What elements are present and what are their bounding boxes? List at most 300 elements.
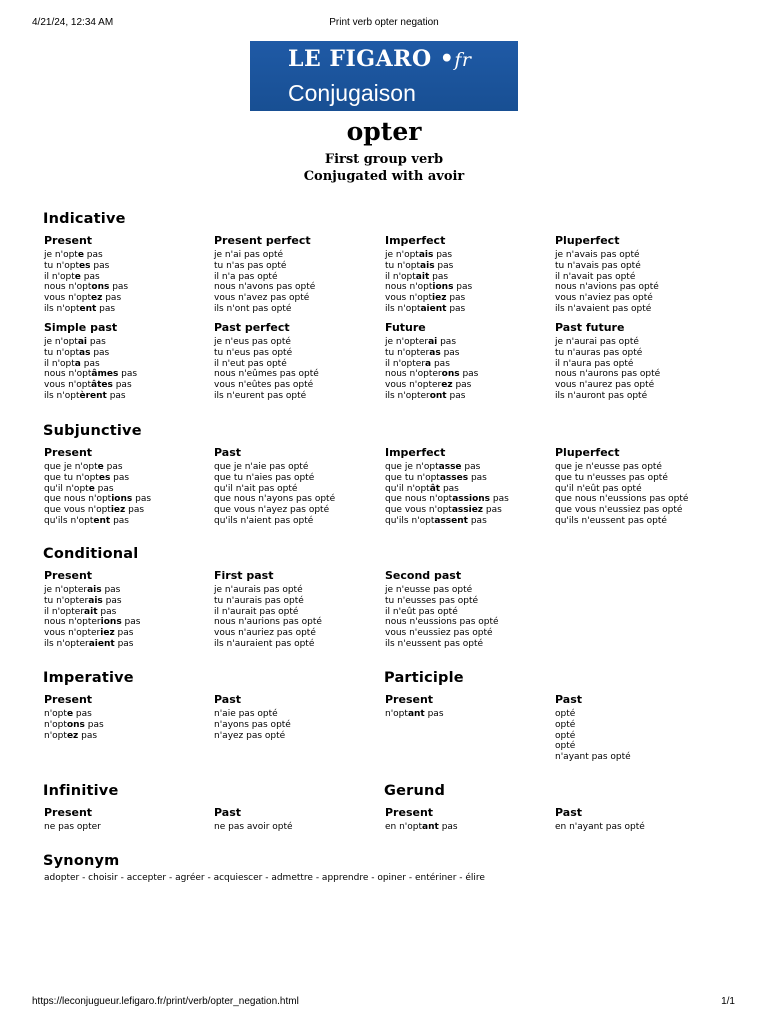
conjugation-text: n'ayons pas opté: [214, 719, 291, 730]
conjugation-line: [214, 337, 382, 348]
conjugation-text: ils n'opter: [44, 638, 89, 649]
conjugation-line: [214, 720, 382, 731]
tense-label: Past: [555, 806, 582, 819]
conjugation-text: pas: [438, 822, 458, 832]
conjugation-line: [44, 462, 212, 473]
conjugation-text: pas: [118, 369, 138, 380]
conjugation-line: [44, 731, 212, 742]
conjugation-line: [44, 709, 212, 720]
conjugation-ending: assions: [452, 494, 491, 505]
conjugation-ending: ant: [422, 822, 439, 832]
conjugation-ending: a: [74, 358, 81, 369]
conjugation-text: pas: [121, 617, 141, 628]
tense-subjunctive-past: [214, 446, 382, 527]
section-gerund: Gerund: [384, 783, 446, 799]
tense-label: Present: [385, 693, 434, 706]
conjugation-line: [44, 337, 212, 348]
conjugation-text: vous n'avez pas opté: [214, 293, 310, 304]
conjugation-text: tu n'opt: [44, 260, 80, 271]
conjugation-text: que je n'aie pas opté: [214, 462, 309, 472]
conjugation-line: [44, 720, 212, 731]
conjugation-text: il n'opt: [44, 271, 75, 282]
conjugation-text: ils n'auraient pas opté: [214, 638, 315, 649]
conjugation-text: ils n'opter: [385, 390, 430, 401]
conjugation-line: [555, 484, 723, 495]
conjugation-line: [555, 731, 723, 742]
tense-gerund-past: [555, 806, 723, 833]
logo-brand: LE FIGARO •fr: [288, 46, 472, 72]
conjugation-line: [385, 337, 553, 348]
conjugation-line: [44, 516, 212, 527]
conjugation-text: pas: [110, 515, 129, 526]
conjugation-line: [214, 516, 382, 527]
conjugation-text: n'opt: [44, 719, 67, 730]
conjugation-text: que tu n'aies pas opté: [214, 472, 315, 483]
conjugation-text: je n'aurai pas opté: [555, 337, 639, 347]
conjugation-line: [214, 369, 382, 380]
section-infinitive: Infinitive: [43, 783, 119, 799]
conjugation-line: [214, 272, 382, 283]
conjugation-text: nous n'eussions pas opté: [385, 617, 499, 628]
conjugation-line: [44, 596, 212, 607]
conjugation-line: [214, 494, 382, 505]
conjugation-line: [44, 473, 212, 484]
conjugation-text: pas: [424, 709, 444, 719]
tense-indicative-past-future: [555, 321, 723, 402]
conjugation-line: [555, 261, 723, 272]
conjugation-ending: a: [425, 358, 432, 369]
conjugation-text: vous n'auriez pas opté: [214, 628, 316, 639]
conjugation-ending: es: [98, 472, 111, 483]
conjugation-text: que vous n'opt: [44, 505, 111, 516]
conjugation-text: pas: [96, 303, 116, 314]
tense-infinitive-past: [214, 806, 382, 833]
conjugation-ending: ai: [77, 337, 87, 347]
conjugation-line: [44, 250, 212, 261]
conjugation-text: pas: [433, 250, 453, 260]
verb-title: opter: [346, 117, 422, 146]
conjugation-line: [385, 380, 553, 391]
conjugation-text: je n'opt: [44, 250, 78, 260]
conjugation-text: vous n'aviez pas opté: [555, 293, 653, 304]
conjugation-text: il n'a pas opté: [214, 271, 278, 282]
conjugation-text: tu n'opter: [385, 347, 430, 358]
conjugation-text: vous n'opter: [385, 380, 442, 391]
conjugation-text: vous n'eûtes pas opté: [214, 380, 314, 391]
conjugation-text: pas: [90, 347, 110, 358]
conjugation-ending: ez: [91, 293, 103, 304]
conjugation-text: qu'ils n'opt: [385, 515, 435, 526]
conjugation-text: pas: [106, 390, 126, 401]
tense-subjunctive-present: [44, 446, 212, 527]
conjugation-text: tu n'opt: [44, 347, 80, 358]
conjugation-text: tu n'auras pas opté: [555, 347, 643, 358]
conjugation-text: tu n'opt: [385, 260, 421, 271]
conjugation-line: [555, 359, 723, 370]
conjugation-line: [385, 494, 553, 505]
conjugation-line: [385, 250, 553, 261]
conjugation-ending: e: [97, 462, 104, 472]
conjugation-text: ne pas avoir opté: [214, 822, 293, 832]
conjugation-text: pas: [97, 606, 117, 617]
conjugation-ending: iez: [432, 293, 447, 304]
conjugation-text: n'aie pas opté: [214, 709, 278, 719]
print-footer-page: 1/1: [721, 996, 735, 1007]
conjugation-ending: ez: [441, 380, 453, 391]
tense-label: Pluperfect: [555, 234, 620, 247]
conjugation-line: [385, 484, 553, 495]
conjugation-text: pas: [73, 709, 92, 719]
conjugation-line: [385, 822, 553, 833]
conjugation-text: pas: [437, 337, 457, 347]
conjugation-text: qu'il n'opt: [44, 483, 89, 494]
conjugation-text: qu'ils n'eussent pas opté: [555, 515, 667, 526]
section-conditional: Conditional: [43, 546, 139, 562]
conjugation-line: [44, 369, 212, 380]
conjugation-text: n'opt: [44, 730, 67, 741]
conjugation-line: [555, 505, 723, 516]
conjugation-line: [214, 628, 382, 639]
conjugation-text: que tu n'opt: [385, 472, 440, 483]
conjugation-text: pas: [452, 380, 472, 391]
conjugation-line: [214, 250, 382, 261]
conjugation-text: tu n'aurais pas opté: [214, 595, 304, 606]
conjugation-text: pas: [78, 730, 98, 741]
tense-label: Simple past: [44, 321, 118, 334]
conjugation-text: je n'opter: [44, 585, 88, 595]
conjugation-text: pas: [468, 472, 487, 483]
conjugation-text: ils n'avaient pas opté: [555, 303, 652, 314]
conjugation-text: pas: [467, 515, 487, 526]
conjugation-text: nous n'opter: [385, 369, 442, 380]
verb-group: First group verb: [324, 152, 444, 167]
conjugation-text: il n'avait pas opté: [555, 271, 636, 282]
tense-infinitive-present: [44, 806, 212, 833]
conjugation-line: [555, 337, 723, 348]
tense-label: Past: [214, 446, 241, 459]
conjugation-text: n'opt: [44, 709, 67, 719]
conjugation-text: je n'eus pas opté: [214, 337, 291, 347]
conjugation-ending: assent: [434, 515, 468, 526]
conjugation-line: [214, 639, 382, 650]
conjugation-line: [44, 585, 212, 596]
conjugation-line: [214, 709, 382, 720]
tense-indicative-present-perfect: [214, 234, 382, 315]
print-footer-url: https://leconjugueur.lefigaro.fr/print/verb/opter_negation.html: [32, 996, 299, 1007]
conjugation-text: qu'il n'opt: [385, 483, 430, 494]
tense-participle-past: [555, 693, 723, 763]
conjugation-ending: ent: [79, 303, 97, 314]
conjugation-text: tu n'opter: [44, 595, 89, 606]
conjugation-line: [214, 391, 382, 402]
conjugation-line: [555, 720, 723, 731]
tense-indicative-future: [385, 321, 553, 402]
section-indicative: Indicative: [43, 211, 126, 227]
conjugation-text: pas: [101, 585, 121, 595]
conjugation-line: [44, 359, 212, 370]
conjugation-ending: e: [74, 271, 81, 282]
conjugation-line: [44, 607, 212, 618]
conjugation-text: ils n'opt: [385, 303, 421, 314]
conjugation-text: qu'il n'eût pas opté: [555, 483, 642, 494]
print-date: 4/21/24, 12:34 AM: [32, 17, 114, 28]
conjugation-text: que je n'eusse pas opté: [555, 462, 662, 472]
conjugation-line: [555, 369, 723, 380]
conjugation-text: nous n'avions pas opté: [555, 282, 659, 293]
conjugation-text: tu n'eusses pas opté: [385, 595, 479, 606]
conjugation-text: pas: [490, 494, 509, 505]
conjugation-ending: ons: [441, 369, 460, 380]
conjugation-line: [44, 391, 212, 402]
conjugation-line: [44, 261, 212, 272]
conjugation-ending: ons: [91, 282, 110, 293]
tense-imperative-past: [214, 693, 382, 741]
conjugation-text: nous n'opt: [385, 282, 433, 293]
conjugation-line: [385, 628, 553, 639]
conjugation-text: que tu n'eusses pas opté: [555, 472, 668, 483]
conjugation-line: [214, 282, 382, 293]
conjugation-text: que nous n'opt: [385, 494, 453, 505]
conjugation-text: pas: [102, 595, 122, 606]
tense-label: Present: [44, 693, 93, 706]
tense-conditional-present: [44, 569, 212, 650]
tense-label: Pluperfect: [555, 446, 620, 459]
conjugation-line: [44, 494, 212, 505]
conjugation-ending: ai: [428, 337, 438, 347]
conjugation-text: pas: [446, 390, 466, 401]
conjugation-text: pas: [112, 380, 132, 391]
conjugation-line: [555, 709, 723, 720]
tense-label: Past future: [555, 321, 625, 334]
conjugation-text: que nous n'opt: [44, 494, 112, 505]
conjugation-text: pas: [109, 282, 129, 293]
conjugation-ending: assiez: [451, 505, 484, 516]
conjugation-line: [214, 596, 382, 607]
tense-label: Imperfect: [385, 446, 446, 459]
conjugation-text: ils n'eurent pas opté: [214, 390, 307, 401]
tense-gerund-present: [385, 806, 553, 833]
conjugation-ending: ions: [100, 617, 122, 628]
conjugation-line: [385, 282, 553, 293]
conjugation-line: [555, 462, 723, 473]
synonym-list: adopter - choisir - accepter - agréer - acquiescer - admettre - apprendre - opiner - entériner - élire: [44, 873, 485, 883]
tense-label: Present: [385, 806, 434, 819]
conjugation-text: vous n'opt: [44, 380, 92, 391]
tense-label: Imperfect: [385, 234, 446, 247]
conjugation-line: [385, 505, 553, 516]
conjugation-line: [214, 473, 382, 484]
conjugation-line: [214, 731, 382, 742]
conjugation-line: [214, 462, 382, 473]
conjugation-text: pas: [125, 505, 145, 516]
conjugation-text: que vous n'ayez pas opté: [214, 505, 330, 516]
conjugation-line: [385, 709, 553, 720]
conjugation-text: nous n'opt: [44, 282, 92, 293]
conjugation-text: n'opt: [385, 709, 408, 719]
tense-indicative-imperfect: [385, 234, 553, 315]
tense-label: Past: [555, 693, 582, 706]
conjugation-ending: ais: [420, 260, 435, 271]
conjugation-line: [385, 585, 553, 596]
conjugation-ending: âmes: [91, 369, 119, 380]
conjugation-ending: aient: [88, 638, 115, 649]
conjugation-text: opté: [555, 719, 576, 730]
conjugation-ending: e: [66, 709, 74, 719]
conjugation-ending: as: [79, 347, 91, 358]
conjugation-text: je n'opt: [385, 250, 419, 260]
conjugation-line: [385, 607, 553, 618]
conjugation-ending: asses: [439, 472, 469, 483]
conjugation-ending: ent: [93, 515, 111, 526]
conjugation-line: [385, 348, 553, 359]
tense-label: Present: [44, 234, 93, 247]
conjugation-text: il n'opt: [44, 358, 75, 369]
conjugation-line: [214, 304, 382, 315]
conjugation-line: [555, 348, 723, 359]
tense-indicative-pluperfect: [555, 234, 723, 315]
logo-subtitle: Conjugaison: [288, 80, 416, 106]
conjugation-text: nous n'avons pas opté: [214, 282, 316, 293]
conjugation-line: [555, 304, 723, 315]
conjugation-ending: iez: [110, 505, 126, 516]
tense-indicative-simple-past: [44, 321, 212, 402]
conjugation-text: qu'ils n'opt: [44, 515, 94, 526]
conjugation-text: nous n'opt: [44, 369, 92, 380]
conjugation-line: [44, 822, 212, 833]
conjugation-line: [555, 741, 723, 752]
conjugation-line: [214, 505, 382, 516]
conjugation-line: [214, 585, 382, 596]
conjugation-text: pas: [80, 358, 100, 369]
conjugation-ending: ais: [88, 595, 103, 606]
conjugation-text: pas: [83, 250, 103, 260]
conjugation-text: que vous n'eussiez pas opté: [555, 505, 683, 516]
conjugation-text: je n'aurais pas opté: [214, 585, 303, 595]
conjugation-ending: ait: [84, 606, 98, 617]
conjugation-text: ne pas opter: [44, 822, 101, 832]
conjugation-text: il n'opt: [385, 271, 416, 282]
conjugation-line: [44, 348, 212, 359]
conjugation-line: [555, 752, 723, 763]
conjugation-ending: ât: [429, 483, 441, 494]
tense-label: Past: [214, 693, 241, 706]
conjugation-ending: ions: [432, 282, 454, 293]
print-title: Print verb opter negation: [329, 17, 439, 28]
conjugation-text: pas: [103, 462, 123, 472]
conjugation-text: vous n'eussiez pas opté: [385, 628, 493, 639]
conjugation-line: [44, 282, 212, 293]
conjugation-line: [555, 516, 723, 527]
conjugation-line: [555, 391, 723, 402]
conjugation-text: pas: [110, 472, 130, 483]
conjugation-text: qu'il n'ait pas opté: [214, 483, 298, 494]
conjugation-line: [214, 359, 382, 370]
conjugation-ending: âtes: [91, 380, 113, 391]
conjugation-line: [385, 359, 553, 370]
conjugation-ending: ions: [111, 494, 133, 505]
conjugation-text: ils n'ont pas opté: [214, 303, 292, 314]
conjugation-text: que vous n'opt: [385, 505, 452, 516]
conjugation-text: que nous n'ayons pas opté: [214, 494, 336, 505]
conjugation-text: pas: [84, 719, 104, 730]
conjugation-line: [555, 473, 723, 484]
conjugation-text: il n'opter: [44, 606, 85, 617]
tense-conditional-second-past: [385, 569, 553, 650]
conjugation-text: pas: [453, 282, 473, 293]
section-imperative: Imperative: [43, 670, 134, 686]
conjugation-line: [385, 617, 553, 628]
conjugation-text: nous n'aurons pas opté: [555, 369, 661, 380]
conjugation-text: je n'opter: [385, 337, 429, 347]
conjugation-text: pas: [440, 483, 459, 494]
conjugation-text: ils n'eussent pas opté: [385, 638, 484, 649]
conjugation-text: en n'ayant pas opté: [555, 822, 645, 832]
conjugation-text: que je n'opt: [385, 462, 439, 472]
conjugation-text: ils n'opt: [44, 390, 80, 401]
conjugation-line: [385, 369, 553, 380]
conjugation-text: je n'avais pas opté: [555, 250, 640, 260]
conjugation-line: [385, 639, 553, 650]
conjugation-text: nous n'eûmes pas opté: [214, 369, 319, 380]
conjugation-line: [214, 261, 382, 272]
conjugation-ending: ant: [407, 709, 425, 719]
conjugation-text: tu n'avais pas opté: [555, 260, 641, 271]
conjugation-line: [44, 304, 212, 315]
conjugation-text: opté: [555, 709, 576, 719]
conjugation-text: pas: [114, 628, 134, 639]
conjugation-text: tu n'eus pas opté: [214, 347, 293, 358]
conjugation-line: [555, 380, 723, 391]
conjugation-text: pas: [94, 483, 114, 494]
conjugation-text: vous n'aurez pas opté: [555, 380, 655, 391]
conjugation-line: [44, 380, 212, 391]
tense-indicative-present: [44, 234, 212, 315]
conjugation-ending: aient: [420, 303, 447, 314]
section-synonym: Synonym: [43, 853, 120, 869]
conjugation-line: [385, 516, 553, 527]
conjugation-text: nous n'aurions pas opté: [214, 617, 322, 628]
le-figaro-conjugaison-logo[interactable]: [250, 41, 518, 111]
conjugation-ending: ont: [429, 390, 447, 401]
tense-label: Present: [44, 806, 93, 819]
conjugation-ending: èrent: [79, 390, 107, 401]
verb-auxiliary: Conjugated with avoir: [303, 169, 465, 184]
conjugation-line: [555, 250, 723, 261]
conjugation-text: opté: [555, 741, 576, 752]
conjugation-ending: es: [79, 260, 91, 271]
conjugation-line: [385, 462, 553, 473]
conjugation-line: [385, 304, 553, 315]
conjugation-text: pas: [114, 638, 134, 649]
conjugation-text: n'ayant pas opté: [555, 752, 631, 763]
conjugation-line: [214, 348, 382, 359]
conjugation-text: ils n'auront pas opté: [555, 390, 648, 401]
conjugation-ending: ez: [66, 730, 79, 741]
conjugation-line: [214, 380, 382, 391]
conjugation-text: tu n'as pas opté: [214, 260, 287, 271]
conjugation-line: [555, 272, 723, 283]
conjugation-text: pas: [80, 271, 100, 282]
conjugation-text: pas: [132, 494, 152, 505]
conjugation-text: pas: [461, 462, 481, 472]
conjugation-text: que nous n'eussions pas opté: [555, 494, 689, 505]
tense-label: Future: [385, 321, 426, 334]
conjugation-line: [555, 822, 723, 833]
conjugation-text: que tu n'opt: [44, 472, 99, 483]
conjugation-ending: e: [77, 250, 84, 260]
conjugation-line: [385, 473, 553, 484]
conjugation-ending: e: [88, 483, 95, 494]
